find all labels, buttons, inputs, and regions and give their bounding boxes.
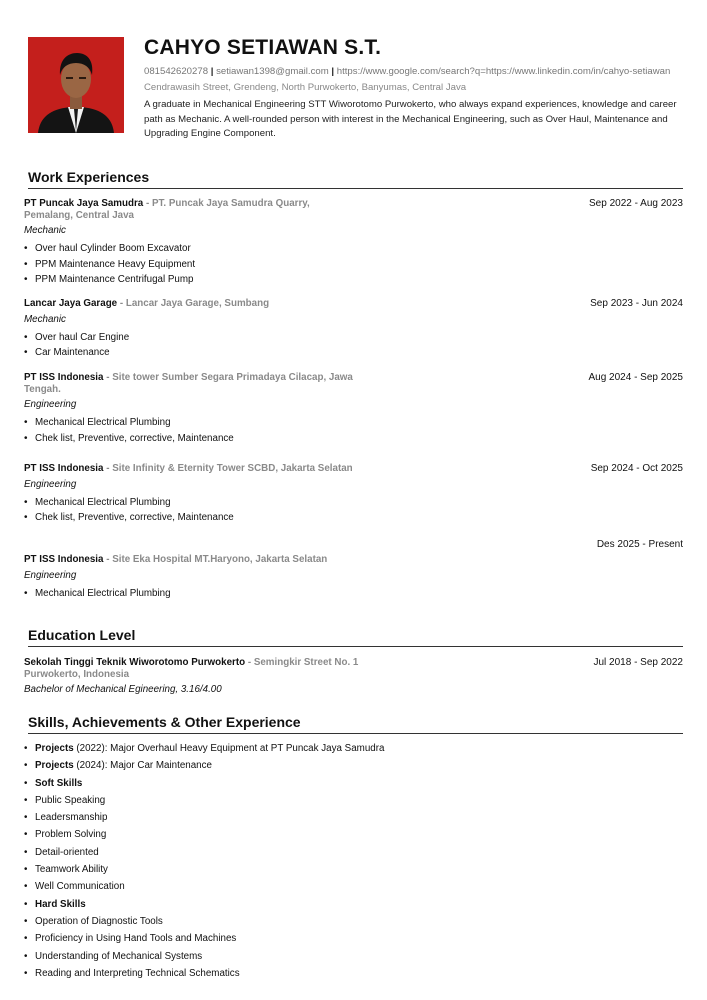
list-item: • Car Maintenance (24, 345, 683, 361)
employer-name: Lancar Jaya Garage (24, 298, 118, 309)
list-item: • Operation of Diagnostic Tools (24, 913, 679, 930)
work-entry: PT ISS Indonesia - Site tower Sumber Segara Primadaya Cilacap, Jawa Tengah. Aug 2024 - Sep 2025 Engineering • Mechanical Electrical Plumbing • Chek list, Preventive, corrective, Maintenance (24, 372, 683, 446)
work-entry: PT Puncak Jaya Samudra - PT. Puncak Jaya Samudra Quarry, Pemalang, Central Java Sep 2022 - Aug 2023 Mechanic • Over haul Cylinder Boom Excavator • PPM Maintenance Heavy Equipment • PPM Maintenance Centrifugal Pump (24, 198, 683, 288)
job-role: Mechanic (24, 225, 66, 236)
employer-location: Site Infinity & Eternity Tower SCBD, Jakarta Selatan (112, 463, 353, 474)
resume-header (144, 36, 689, 142)
contact-line (144, 66, 689, 78)
list-item: • Teamwork Ability (24, 861, 679, 878)
list-item: • Well Communication (24, 878, 679, 895)
list-item: • Public Speaking (24, 792, 679, 809)
employer-location: Site Eka Hospital MT.Haryono, Jakarta Selatan (112, 554, 328, 565)
work-entry: PT ISS Indonesia - Site Eka Hospital MT.Haryono, Jakarta Selatan Engineering • Mechanical Electrical Plumbing (24, 554, 683, 601)
employer-location: PT. Puncak Jaya Samudra Quarry, Pemalang, Central Java (24, 198, 310, 221)
job-role: Mechanic (24, 313, 66, 325)
duty-list (24, 241, 683, 288)
contact-separator: | (331, 66, 335, 77)
duty-list (24, 415, 683, 446)
list-item: • Problem Solving (24, 826, 679, 843)
list-item: • Chek list, Preventive, corrective, Maintenance (24, 510, 683, 526)
employer-location: Site tower Sumber Segara Primadaya Cilacap, Jawa Tengah. (24, 372, 353, 395)
list-item: • Projects (2022): Major Overhaul Heavy Equipment at PT Puncak Jaya Samudra (24, 740, 679, 757)
list-item: • Over haul Cylinder Boom Excavator (24, 241, 683, 257)
profile-link[interactable]: https://www.google.com/search?q=https://www.linkedin.com/in/cahyo-setiawan (336, 66, 671, 77)
person-portrait-icon (28, 37, 124, 133)
list-item: • Reading and Interpreting Technical Schematics (24, 965, 679, 982)
job-role: Engineering (24, 399, 77, 410)
list-item: • Chek list, Preventive, corrective, Maintenance (24, 431, 683, 447)
section-title-skills: Skills, Achievements & Other Experience (28, 714, 683, 734)
profile-summary: A graduate in Mechanical Engineering STT Wiworotomo Purwokerto, who always expand experiences, knowledge and career path as Mechanic. A well-rounded person with interest in the Mechanical Engineering, such as Over Haul, Maintenance and Upgrading Engine Component. (144, 99, 677, 139)
list-item: • Leadersmanship (24, 809, 679, 826)
employment-dates: Sep 2023 - Jun 2024 (590, 298, 683, 309)
employment-dates: Aug 2024 - Sep 2025 (588, 372, 683, 383)
candidate-name: CAHYO SETIAWAN S.T. (144, 36, 382, 59)
home-address: Cendrawasih Street, Grendeng, North Purwokerto, Banyumas, Central Java (144, 82, 467, 93)
list-item: • Proficiency in Using Hand Tools and Machines (24, 930, 679, 947)
work-entry: Lancar Jaya Garage - Lancar Jaya Garage, Sumbang Sep 2023 - Jun 2024 Mechanic • Over haul Car Engine • Car Maintenance (24, 298, 683, 361)
list-item: • PPM Maintenance Heavy Equipment (24, 257, 683, 273)
job-role: Engineering (24, 569, 77, 581)
section-title-education: Education Level (28, 627, 683, 647)
degree: Bachelor of Mechanical Egineering, 3.16/4.00 (24, 684, 222, 695)
list-item: • Projects (2024): Major Car Maintenance (24, 757, 679, 774)
email-link[interactable]: setiawan1398@gmail.com (216, 66, 329, 77)
employment-dates: Sep 2024 - Oct 2025 (590, 463, 683, 474)
employer-name: PT ISS Indonesia (24, 463, 104, 474)
list-item: • Over haul Car Engine (24, 330, 683, 346)
education-dates: Jul 2018 - Sep 2022 (593, 657, 683, 668)
list-item: • Mechanical Electrical Plumbing (24, 495, 683, 511)
list-item: • Mechanical Electrical Plumbing (24, 415, 683, 431)
phone-number[interactable]: 081542620278 (144, 66, 209, 77)
school-name: Sekolah Tinggi Teknik Wiworotomo Purwokerto (24, 657, 246, 668)
skills-list (24, 740, 679, 982)
employer-name: PT ISS Indonesia (24, 554, 104, 565)
duty-list (24, 586, 683, 602)
list-item (24, 775, 679, 792)
soft-skills-label: Soft Skills (35, 777, 83, 789)
education-entry: Sekolah Tinggi Teknik Wiworotomo Purwokerto - Semingkir Street No. 1 Purwokerto, Indonesia Jul 2018 - Sep 2022 Bachelor of Mechanical Egineering, 3.16/4.00 (24, 657, 683, 695)
job-role: Engineering (24, 478, 77, 490)
list-item: • Mechanical Electrical Plumbing (24, 586, 683, 602)
section-title-work: Work Experiences (28, 169, 683, 189)
employer-name: PT Puncak Jaya Samudra (24, 198, 144, 209)
list-item: • PPM Maintenance Centrifugal Pump (24, 272, 683, 288)
duty-list (24, 495, 683, 526)
employment-dates: Sep 2022 - Aug 2023 (589, 198, 683, 209)
hard-skills-label: Hard Skills (35, 898, 86, 910)
employment-dates: Des 2025 - Present (596, 539, 683, 550)
list-item: • Understanding of Mechanical Systems (24, 948, 679, 965)
contact-separator: | (210, 66, 214, 77)
employer-location: Lancar Jaya Garage, Sumbang (125, 298, 270, 309)
school-location: Semingkir Street No. 1 Purwokerto, Indonesia (24, 657, 359, 680)
list-item (24, 896, 679, 913)
list-item: • Detail-oriented (24, 844, 679, 861)
profile-photo (28, 37, 124, 133)
employer-name: PT ISS Indonesia (24, 372, 104, 383)
duty-list (24, 330, 683, 361)
work-entry: PT ISS Indonesia - Site Infinity & Eternity Tower SCBD, Jakarta Selatan Sep 2024 - Oct 2025 Engineering • Mechanical Electrical Plumbing • Chek list, Preventive, corrective, Maintenance (24, 463, 683, 526)
